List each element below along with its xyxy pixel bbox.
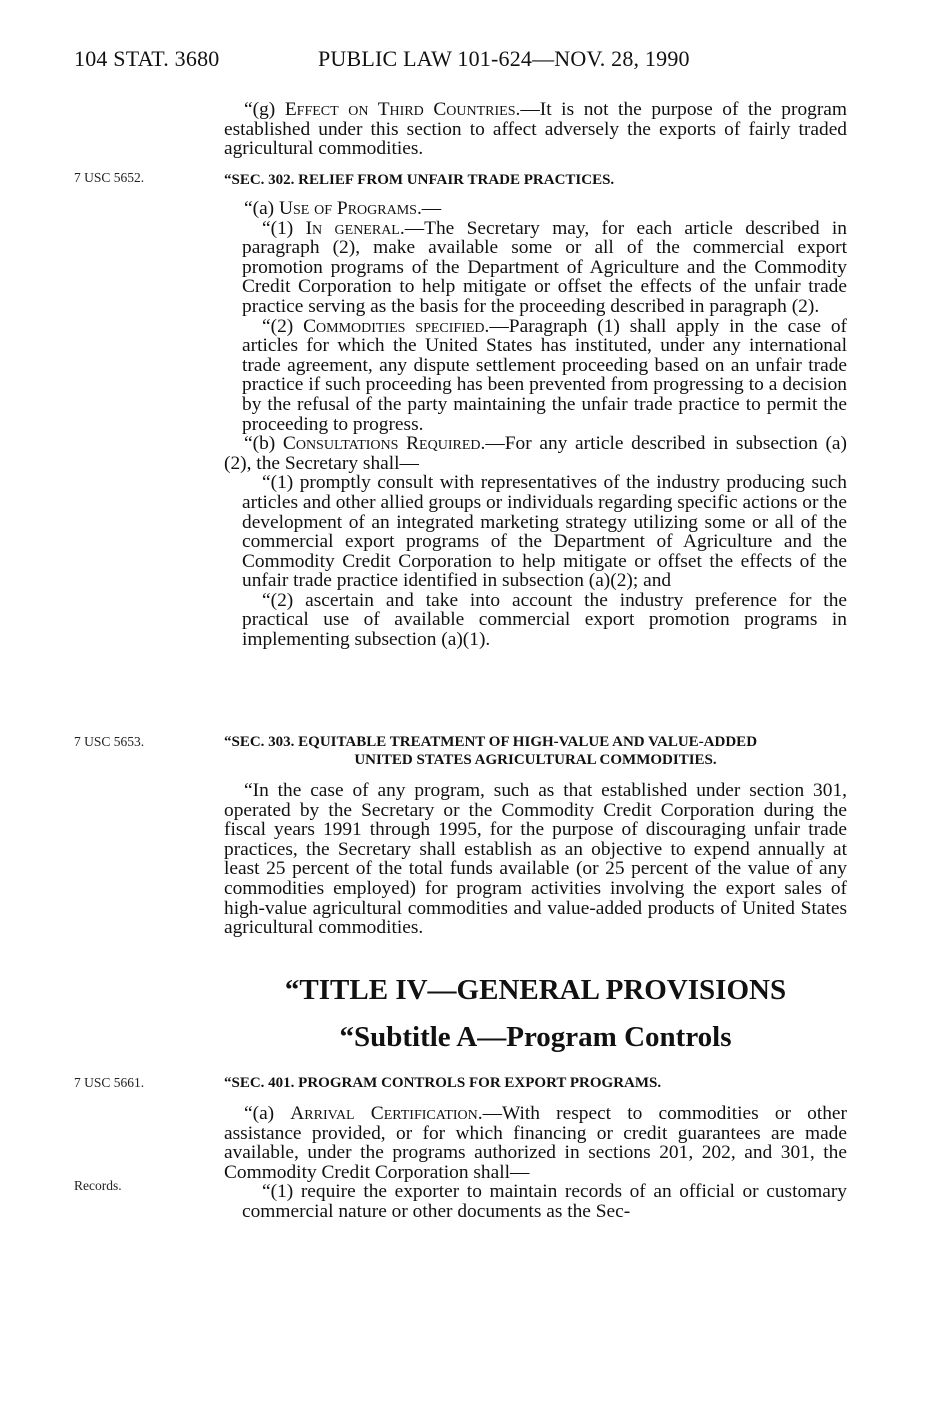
section-303 xyxy=(224,733,847,938)
header-stat: 104 STAT. 3680 xyxy=(74,46,220,71)
g-text: —It is not the purpose of the program established under this section to affect adversely the exports of fairly traded agricultural commodities. xyxy=(224,99,847,160)
p1-lead: “(1) xyxy=(262,217,306,239)
sec-303-text: “In the case of any program, such as that established under section 301, operated by the Secretary or the Commodity Credit Corporation during the fiscal years 1991 through 1995, for the purpose of discouraging unfair trade practices, the Secretary shall establish as an objective to expend annually at least 25 percent of the total funds available (or 25 percent of the value of any commodities employed) for program activities involving the export sales of high-value agricultural commodities and value-added products of United States agricultural commodities. xyxy=(224,780,847,939)
sec-302-b-2: “(2) ascertain and take into account the industry preference for the practical use of available commercial export promotion programs in implementing subsection (a)(1). xyxy=(242,589,847,651)
b-text: —For any article described in subsection (a)(2), the Secretary shall— xyxy=(224,433,847,474)
p1-text: —The Secretary may, for each article described in paragraph (2), make available some or all of the commercial export promotion programs of the Department of Agriculture and the Commodity Credit Corporation to help mitigate or offset the effects of the unfair trade practice serving as the basis for the proceeding described in paragraph (2). xyxy=(242,217,847,317)
margin-note-usc-5653: 7 USC 5653. xyxy=(74,734,145,749)
section-302 xyxy=(224,171,847,650)
title-iv-heading: “TITLE IV—GENERAL PROVISIONS xyxy=(284,974,787,1006)
subsection-g xyxy=(224,100,847,159)
p2-lead: “(2) xyxy=(262,315,304,337)
sec-303-heading-line2: UNITED STATES AGRICULTURAL COMMODITIES. xyxy=(354,752,717,768)
margin-note-usc-5661: 7 USC 5661. xyxy=(74,1075,145,1090)
sec-401-a xyxy=(224,1104,847,1182)
section-401 xyxy=(224,1074,847,1222)
margin-note-usc-5652: 7 USC 5652. xyxy=(74,170,145,185)
sec-303-heading-line1: “SEC. 303. EQUITABLE TREATMENT OF HIGH-VALUE AND VALUE-ADDED xyxy=(224,734,758,750)
a-lead: “(a) xyxy=(244,198,279,219)
a-dash: — xyxy=(421,198,442,219)
sec-302-heading: “SEC. 302. RELIEF FROM UNFAIR TRADE PRACTICES. xyxy=(224,172,615,188)
sec-401-a-1: “(1) require the exporter to maintain records of an official or customary commercial nature or other documents as the Sec- xyxy=(242,1181,847,1222)
a401-lead: “(a) xyxy=(244,1103,291,1124)
p1-heading: In general. xyxy=(305,217,405,239)
b-lead: “(b) xyxy=(244,433,283,455)
p2-text: —Paragraph (1) shall apply in the case of articles for which the United States has instituted, under any international trade agreement, any dispute settlement proceeding based on an unfair trade practice if such proceeding has been prevented from progressing to a decision by the refusal of the party maintaining the unfair trade practice to permit the proceeding to progress. xyxy=(242,315,847,435)
g-heading: Effect on Third Countries. xyxy=(284,99,521,120)
a401-heading: Arrival Certification. xyxy=(290,1103,483,1124)
g-lead: “(g) xyxy=(244,99,285,120)
b-heading: Consultations Required. xyxy=(282,433,486,455)
paragraph-g xyxy=(224,100,847,159)
sec-302-a-2 xyxy=(224,317,847,435)
a401-text: —With respect to commodities or other assistance provided, or for which financing or credit guarantees are made available, under the programs authorized in sections 201, 202, and 301, the Commodity Credit Corporation shall— xyxy=(224,1103,847,1183)
subtitle-a-heading: “Subtitle A—Program Controls xyxy=(339,1021,732,1053)
sec-302-a-1 xyxy=(224,219,847,317)
sec-302-b xyxy=(224,434,847,473)
sec-302-b-1: “(1) promptly consult with representatives of the industry producing such articles and other allied groups or individuals regarding specific actions or the development of an integrated marketing strategy utilizing some or all of the commercial export programs of the Department of Agriculture and the Commodity Credit Corporation to help mitigate or offset the effects of the unfair trade practice identified in subsection (a)(2); and xyxy=(242,472,847,592)
margin-note-records: Records. xyxy=(74,1178,122,1193)
sec-302-a xyxy=(224,199,847,219)
header-law: PUBLIC LAW 101-624—NOV. 28, 1990 xyxy=(318,46,690,71)
sec-401-heading: “SEC. 401. PROGRAM CONTROLS FOR EXPORT PROGRAMS. xyxy=(224,1075,662,1091)
p2-heading: Commodities specified. xyxy=(303,315,490,337)
a-heading: Use of Programs. xyxy=(278,198,422,219)
